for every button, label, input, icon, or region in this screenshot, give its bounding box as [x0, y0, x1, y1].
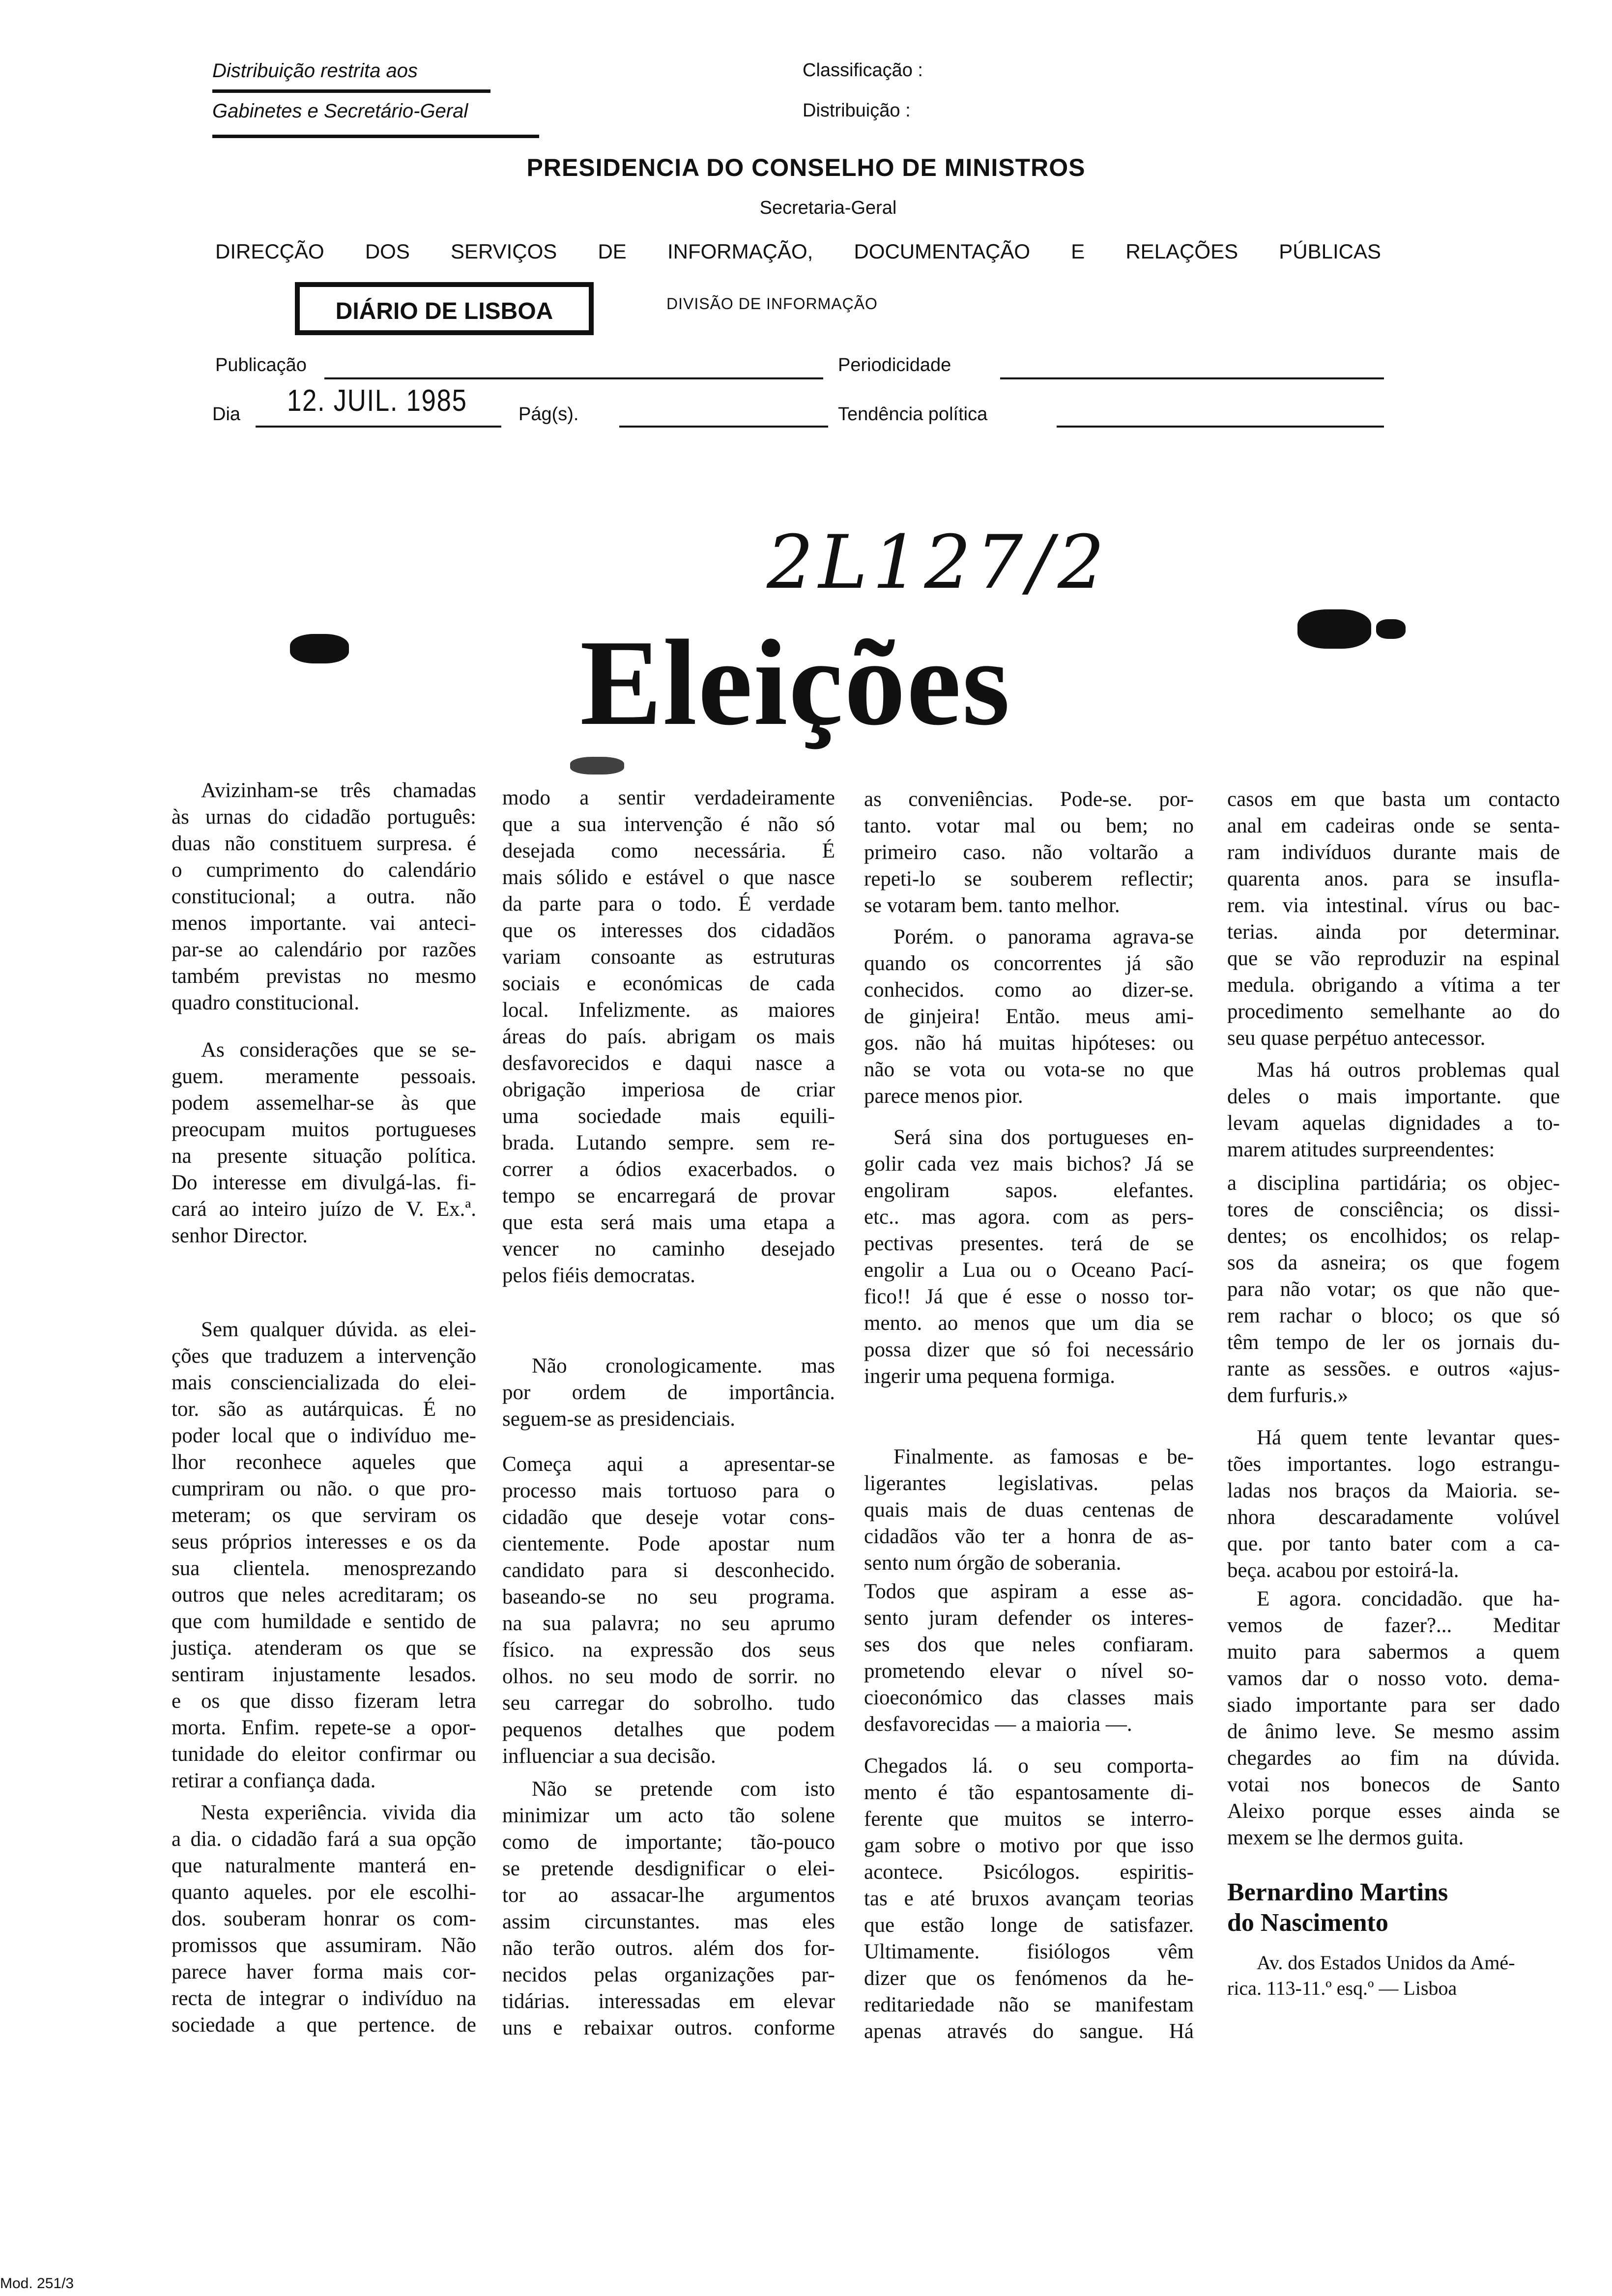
text-line: pectivas presentes. terá de se — [864, 1232, 1194, 1255]
text-line: influenciar a sua decisão. — [502, 1745, 716, 1768]
text-line: casos em que basta um contacto — [1227, 788, 1560, 811]
text-line: votai nos bonecos de Santo — [1227, 1773, 1560, 1796]
text-line: cidadãos vão ter a honra de as- — [864, 1525, 1194, 1548]
text-line: que naturalmente manterá en- — [172, 1854, 476, 1877]
author-name-line1: Bernardino Martins — [1227, 1878, 1448, 1906]
text-line: seus próprios interesses e os da — [172, 1530, 476, 1553]
text-line: apenas através do sangue. Há — [864, 2020, 1194, 2043]
text-line: ligerantes legislativas. pelas — [864, 1472, 1194, 1495]
text-line: correr a ódios exacerbados. o — [502, 1158, 835, 1181]
text-line: mexem se lhe dermos guita. — [1227, 1826, 1464, 1849]
article-paragraph — [1227, 1586, 1560, 1851]
org-subtitle: Secretaria-Geral — [759, 198, 897, 218]
text-line: que. por tanto bater com a ca- — [1227, 1532, 1560, 1555]
text-line: Sem qualquer dúvida. as elei- — [201, 1318, 476, 1341]
text-line: dizer que os fenómenos da he- — [864, 1967, 1194, 1990]
text-line: nhora descaradamente volúvel — [1227, 1506, 1560, 1529]
text-line: terias. ainda por determinar. — [1227, 920, 1560, 944]
text-line: na sua palavra; no seu aprumo — [502, 1612, 835, 1635]
text-line: constitucional; a outra. não — [172, 885, 476, 908]
text-line: seu carregar do sobrolho. tudo — [502, 1692, 835, 1715]
text-line: seu quase perpétuo antecessor. — [1227, 1027, 1486, 1050]
publication-label: Publicação — [215, 355, 307, 375]
text-line: quanto aqueles. por ele escolhi- — [172, 1881, 476, 1904]
text-line: E agora. concidadão. que ha- — [1257, 1587, 1560, 1610]
text-line: sento juram defender os interes- — [864, 1607, 1194, 1630]
article-paragraph — [1227, 786, 1560, 1052]
text-line: ram indivíduos durante mais de — [1227, 841, 1560, 864]
text-line: guem. meramente pessoais. — [172, 1065, 476, 1088]
text-line: etc.. mas agora. com as pers- — [864, 1205, 1194, 1229]
text-line: que os interesses dos cidadãos — [502, 919, 835, 942]
text-line: gos. não há muitas hipóteses: ou — [864, 1032, 1194, 1055]
distribution-label: Distribuição : — [803, 100, 911, 121]
division-label: DIVISÃO DE INFORMAÇÃO — [666, 295, 878, 313]
text-line: desfavorecidas — a maioria —. — [864, 1713, 1132, 1736]
text-line: a dia. o cidadão fará a sua opção — [172, 1828, 476, 1851]
text-line: mais consciencializada do elei- — [172, 1371, 476, 1394]
text-line: possa dizer que só foi necessário — [864, 1338, 1194, 1361]
text-line: processo mais tortuoso para o — [502, 1479, 835, 1502]
text-line: Do interesse em divulgá-las. fi- — [172, 1171, 476, 1194]
text-line: pequenos detalhes que podem — [502, 1718, 835, 1741]
text-line: não terão outros. além dos for- — [502, 1937, 835, 1960]
text-line: rem. via intestinal. vírus ou bac- — [1227, 894, 1560, 917]
article-paragraph — [864, 1444, 1194, 1577]
text-line: Porém. o panorama agrava-se — [893, 925, 1194, 948]
text-line: assim circunstantes. mas eles — [502, 1910, 835, 1933]
text-line: retirar a confiança dada. — [172, 1769, 376, 1792]
text-line: local. Infelizmente. as maiores — [502, 999, 835, 1022]
text-line: sentiram injustamente lesados. — [172, 1663, 476, 1686]
directorate-title: DIRECÇÃO DOS SERVIÇOS DE INFORMAÇÃO, DOCUMENTAÇÃO E RELAÇÕES PÚBLICAS — [215, 240, 1381, 263]
article-paragraph — [864, 924, 1194, 1110]
address-line2: rica. 113-11.º esq.º — Lisboa — [1227, 1977, 1457, 1999]
article-paragraph — [172, 777, 476, 1016]
text-line: pelos fiéis democratas. — [502, 1264, 695, 1287]
restricted-distribution-line1: Distribuição restrita aos — [212, 60, 418, 82]
text-line: não se vota ou vota-se no que — [864, 1058, 1194, 1081]
text-line: mento é tão espantosamente di- — [864, 1781, 1194, 1804]
text-line: tores de consciência; os dissi- — [1227, 1198, 1560, 1221]
text-line: levam aquelas dignidades a to- — [1227, 1112, 1560, 1135]
text-line: dentes; os encolhidos; os relap- — [1227, 1225, 1560, 1248]
text-line: vamos dar o nosso voto. dema- — [1227, 1667, 1560, 1690]
text-line: candidato para si desconhecido. — [502, 1559, 835, 1582]
text-line: recta de integrar o indivíduo na — [172, 1987, 476, 2010]
text-line: morta. Enfim. repete-se a opor- — [172, 1716, 476, 1739]
text-line: Não se pretende com isto — [532, 1778, 835, 1801]
address-line1: Av. dos Estados Unidos da Amé- — [1257, 1952, 1515, 1974]
text-line: dem furfuris.» — [1227, 1384, 1348, 1407]
article-column-1 — [172, 0, 476, 2296]
text-line: áreas do país. abrigam os mais — [502, 1025, 835, 1048]
text-line: preocupam muitos portugueses — [172, 1118, 476, 1141]
article-paragraph — [864, 1124, 1194, 1390]
text-line: justiça. atenderam os que se — [172, 1636, 476, 1660]
text-line: Mas há outros problemas qual — [1257, 1059, 1560, 1082]
text-line: sos da asneira; os que fogem — [1227, 1251, 1560, 1274]
text-line: par-se ao calendário por razões — [172, 938, 476, 961]
text-line: baseando-se no seu programa. — [502, 1585, 835, 1608]
text-line: uma sociedade mais equili- — [502, 1105, 835, 1128]
text-line: ses dos que neles confiaram. — [864, 1633, 1194, 1656]
text-line: obrigação imperiosa de criar — [502, 1078, 835, 1101]
pages-label: Pág(s). — [518, 404, 579, 425]
text-line: repeti-lo se souberem reflectir; — [864, 867, 1194, 890]
text-line: quadro constitucional. — [172, 991, 360, 1014]
text-line: Não cronologicamente. mas — [532, 1354, 835, 1378]
text-line: prometendo elevar o nível so- — [864, 1660, 1194, 1683]
text-line: se pretende desdignificar o elei- — [502, 1857, 835, 1880]
text-line: parece haver forma mais cor- — [172, 1960, 476, 1983]
text-line: golir cada vez mais bichos? Já se — [864, 1152, 1194, 1176]
text-line: chegardes ao fim na dúvida. — [1227, 1747, 1560, 1770]
text-line: mais sólido e estável o que nasce — [502, 866, 835, 889]
text-line: menos importante. vai anteci- — [172, 912, 476, 935]
text-line: que a sua intervenção é não só — [502, 813, 835, 836]
text-line: que esta será mais uma etapa a — [502, 1211, 835, 1234]
text-line: Ultimamente. fisiólogos vêm — [864, 1940, 1194, 1963]
text-line: às urnas do cidadão português: — [172, 805, 476, 829]
text-line: quando os concorrentes já são — [864, 952, 1194, 975]
article-paragraph — [1227, 1425, 1560, 1584]
text-line: lhor reconhece aqueles que — [172, 1451, 476, 1474]
text-line: necidos pelas organizações par- — [502, 1963, 835, 1986]
text-line: também previstas no mesmo — [172, 965, 476, 988]
text-line: cidadão que deseje votar cons- — [502, 1506, 835, 1529]
article-column-3 — [864, 0, 1194, 2296]
text-line: seguem-se as presidenciais. — [502, 1407, 736, 1431]
text-line: rante as sessões. e outros «ajus- — [1227, 1357, 1560, 1380]
text-line: de ginjeira! Então. meus ami- — [864, 1005, 1194, 1028]
text-line: Será sina dos portugueses en- — [893, 1126, 1194, 1149]
article-paragraph — [172, 1317, 476, 1794]
text-line: que se vão reproduzir na espinal — [1227, 947, 1560, 970]
text-line: se votaram bem. tanto melhor. — [864, 894, 1120, 917]
text-line: cumpriram ou não. o que pro- — [172, 1477, 476, 1500]
article-paragraph — [864, 1578, 1194, 1738]
headline: Eleições — [580, 615, 1011, 751]
text-line: minimizar um acto tão solene — [502, 1804, 835, 1827]
text-line: senhor Director. — [172, 1224, 308, 1247]
text-line: acontece. Psicólogos. espiritis- — [864, 1861, 1194, 1884]
text-line: da parte para o todo. É verdade — [502, 892, 835, 916]
text-line: físico. na expressão dos seus — [502, 1638, 835, 1662]
text-line: de ânimo leve. Se mesmo assim — [1227, 1720, 1560, 1743]
text-line: anal em cadeiras onde se senta- — [1227, 814, 1560, 837]
text-line: mento. ao menos que um dia se — [864, 1312, 1194, 1335]
text-line: vencer no caminho desejado — [502, 1237, 835, 1261]
text-line: tor ao assacar-lhe argumentos — [502, 1884, 835, 1907]
text-line: Aleixo porque esses ainda se — [1227, 1800, 1560, 1823]
text-line: tempo se encarregará de provar — [502, 1184, 835, 1207]
text-line: promissos que assumiram. Não — [172, 1934, 476, 1957]
handwritten-note: 2L127/2 — [767, 520, 1110, 605]
text-line: tas e até bruxos avançam teorias — [864, 1887, 1194, 1910]
restricted-distribution-line2: Gabinetes e Secretário-Geral — [212, 100, 468, 122]
org-title: PRESIDENCIA DO CONSELHO DE MINISTROS — [526, 154, 1086, 181]
text-line: engoliram sapos. elefantes. — [864, 1179, 1194, 1202]
text-line: medula. obrigando a vítima a ter — [1227, 974, 1560, 997]
text-line: Todos que aspiram a esse as- — [864, 1580, 1194, 1603]
article-paragraph — [502, 785, 835, 1289]
text-line: duas não constituem surpresa. é — [172, 832, 476, 855]
article-paragraph — [172, 1037, 476, 1249]
author-signature — [1227, 1877, 1448, 1938]
text-line: desfavorecidos e daqui nasce a — [502, 1052, 835, 1075]
text-line: primeiro caso. não voltarão a — [864, 841, 1194, 864]
text-line: procedimento semelhante ao do — [1227, 1000, 1560, 1023]
text-line: desejada como necessária. É — [502, 839, 835, 862]
text-line: fico!! Já que é esse o nosso tor- — [864, 1285, 1194, 1308]
text-line: sociais e económicas de cada — [502, 972, 835, 995]
text-line: Há quem tente levantar ques- — [1257, 1426, 1560, 1449]
article-paragraph — [1227, 1057, 1560, 1163]
text-line: na presente situação política. — [172, 1145, 476, 1168]
periodicity-label: Periodicidade — [838, 355, 951, 375]
text-line: conhecidos. como ao dizer-se. — [864, 978, 1194, 1002]
text-line: cientemente. Pode apostar num — [502, 1532, 835, 1555]
author-address — [1227, 1950, 1560, 2001]
text-line: Começa aqui a apresentar-se — [502, 1453, 835, 1476]
text-line: tanto. votar mal ou bem; no — [864, 814, 1194, 837]
article-paragraph — [864, 786, 1194, 919]
text-line: sento num órgão de soberania. — [864, 1551, 1122, 1575]
article-paragraph — [502, 1451, 835, 1770]
text-line: Avizinham-se três chamadas — [201, 779, 476, 802]
text-line: marem atitudes surpreendentes: — [1227, 1138, 1495, 1161]
text-line: tões importantes. logo estrangu- — [1227, 1453, 1560, 1476]
text-line: Nesta experiência. vivida dia — [201, 1801, 476, 1824]
text-line: gam sobre o motivo por que isso — [864, 1834, 1194, 1857]
text-line: sociedade a que pertence. de — [172, 2013, 476, 2037]
text-line: meteram; os que serviram os — [172, 1504, 476, 1527]
text-line: beça. acabou por estoirá-la. — [1227, 1559, 1459, 1582]
article-column-2 — [502, 0, 835, 2296]
text-line: tor. são as autárquicas. É no — [172, 1398, 476, 1421]
text-line: quarenta anos. para se insufla- — [1227, 867, 1560, 890]
text-line: siado importante para ser dado — [1227, 1693, 1560, 1717]
text-line: a disciplina partidária; os objec- — [1227, 1172, 1560, 1195]
text-line: têm tempo de ler os jornais du- — [1227, 1331, 1560, 1354]
text-line: tidárias. interessadas em elevar — [502, 1990, 835, 2013]
text-line: vemos de fazer?... Meditar — [1227, 1614, 1560, 1637]
text-line: muito para sabermos a quem — [1227, 1640, 1560, 1664]
text-line: cará ao inteiro juízo de V. Ex.ª. — [172, 1198, 476, 1221]
political-tendency-label: Tendência política — [838, 404, 988, 425]
text-line: engolir a Lua ou o Oceano Pací- — [864, 1259, 1194, 1282]
text-line: parece menos pior. — [864, 1085, 1023, 1108]
text-line: e os que disso fizeram letra — [172, 1690, 476, 1713]
text-line: dos. souberam honrar os com- — [172, 1907, 476, 1930]
text-line: por ordem de importância. — [502, 1381, 835, 1404]
text-line: Finalmente. as famosas e be- — [893, 1445, 1194, 1468]
article-paragraph — [502, 1776, 835, 2041]
newspaper-name: DIÁRIO DE LISBOA — [335, 298, 553, 324]
text-line: deles o mais importante. que — [1227, 1085, 1560, 1108]
text-line: cioeconómico das classes mais — [864, 1686, 1194, 1709]
day-label: Dia — [212, 404, 241, 425]
text-line: brada. Lutando sempre. sem re- — [502, 1131, 835, 1154]
text-line: quais mais de duas centenas de — [864, 1498, 1194, 1521]
text-line: sua clientela. menosprezando — [172, 1557, 476, 1580]
text-line: ferente que muitos se interro- — [864, 1808, 1194, 1831]
article-paragraph — [864, 1753, 1194, 2045]
text-line: olhos. no seu modo de sorrir. no — [502, 1665, 835, 1688]
form-code: Mod. 251/3 — [0, 2275, 74, 2292]
article-paragraph — [172, 1800, 476, 2038]
text-line: que estão longe de satisfazer. — [864, 1914, 1194, 1937]
classification-label: Classificação : — [803, 60, 923, 81]
text-line: que com humildade e sentido de — [172, 1610, 476, 1633]
text-line: rem rachar o bloco; os que só — [1227, 1304, 1560, 1327]
article-paragraph — [1227, 1170, 1560, 1409]
article-paragraph — [502, 1353, 835, 1433]
text-line: as conveniências. Pode-se. por- — [864, 788, 1194, 811]
text-line: modo a sentir verdadeiramente — [502, 786, 835, 809]
text-line: o cumprimento do calendário — [172, 859, 476, 882]
date-stamp: 12. JUIL. 1985 — [287, 384, 467, 418]
text-line: uns e rebaixar outros. conforme — [502, 2016, 835, 2039]
text-line: outros que neles acreditaram; os — [172, 1583, 476, 1607]
text-line: variam consoante as estruturas — [502, 946, 835, 969]
text-line: poder local que o indivíduo me- — [172, 1424, 476, 1447]
text-line: ingerir uma pequena formiga. — [864, 1365, 1116, 1388]
text-line: ções que traduzem a intervenção — [172, 1345, 476, 1368]
text-line: para não votar; os que não que- — [1227, 1278, 1560, 1301]
text-line: tunidade do eleitor confirmar ou — [172, 1743, 476, 1766]
text-line: Chegados lá. o seu comporta- — [864, 1754, 1194, 1778]
text-line: reditariedade não se manifestam — [864, 1993, 1194, 2016]
author-name-line2: do Nascimento — [1227, 1909, 1388, 1937]
text-line: ladas nos braços da Maioria. se- — [1227, 1479, 1560, 1502]
text-line: podem assemelhar-se às que — [172, 1091, 476, 1115]
text-line: As considerações que se se- — [201, 1038, 476, 1062]
text-line: como de importante; tão-pouco — [502, 1831, 835, 1854]
